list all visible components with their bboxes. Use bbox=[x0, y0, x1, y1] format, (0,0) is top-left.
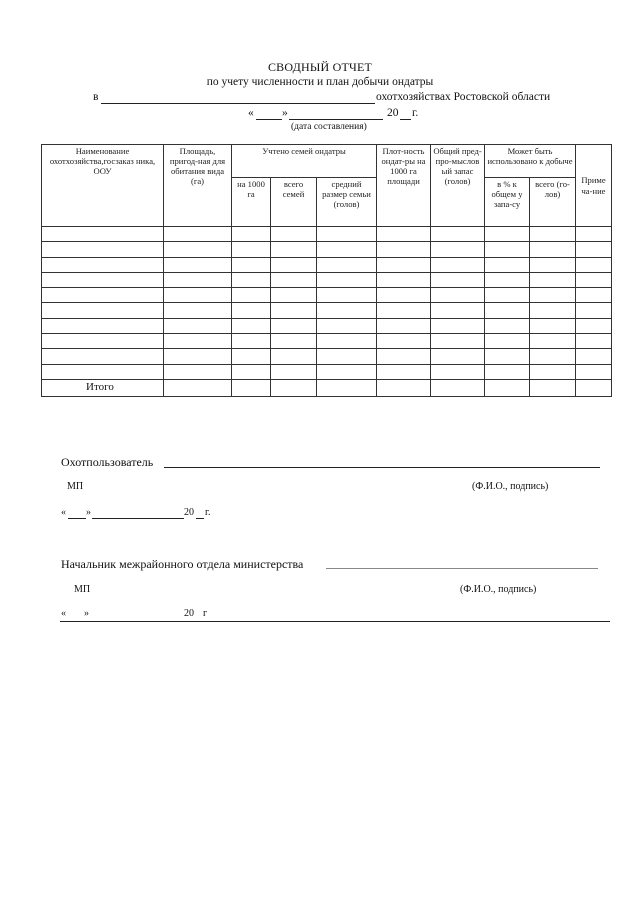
table-body bbox=[42, 227, 612, 380]
table-cell[interactable] bbox=[431, 303, 485, 318]
table-cell[interactable] bbox=[164, 318, 232, 333]
table-cell[interactable] bbox=[485, 288, 530, 303]
table-cell[interactable] bbox=[164, 379, 232, 396]
col-density-header: Плот-ность ондат-ры на 1000 га площади bbox=[377, 145, 431, 227]
table-cell[interactable] bbox=[271, 288, 317, 303]
col-notes-header: Приме ча-ние bbox=[576, 145, 612, 227]
table-cell[interactable] bbox=[431, 349, 485, 364]
table-cell[interactable] bbox=[42, 318, 164, 333]
table-row bbox=[42, 227, 612, 242]
table-cell[interactable] bbox=[576, 379, 612, 396]
table-cell[interactable] bbox=[317, 334, 377, 349]
location-blank-1[interactable] bbox=[101, 103, 307, 104]
table-cell[interactable] bbox=[317, 288, 377, 303]
table-cell[interactable] bbox=[377, 257, 431, 272]
table-cell[interactable] bbox=[42, 364, 164, 379]
table-cell[interactable] bbox=[317, 379, 377, 396]
table-cell[interactable] bbox=[271, 303, 317, 318]
table-row bbox=[42, 288, 612, 303]
col-harvest-group-header: Может быть использовано к добыче bbox=[485, 145, 576, 178]
table-cell[interactable] bbox=[576, 349, 612, 364]
table-cell[interactable] bbox=[576, 318, 612, 333]
date-year-prefix: 20 bbox=[387, 107, 399, 119]
table-cell[interactable] bbox=[164, 242, 232, 257]
table-cell[interactable] bbox=[530, 379, 576, 396]
table-cell[interactable] bbox=[232, 349, 271, 364]
table-cell[interactable] bbox=[377, 349, 431, 364]
table-cell[interactable] bbox=[164, 257, 232, 272]
sign-date2-mid: » bbox=[84, 608, 89, 619]
table-cell[interactable] bbox=[377, 242, 431, 257]
table-cell[interactable] bbox=[485, 318, 530, 333]
table-cell[interactable] bbox=[530, 257, 576, 272]
report-table bbox=[41, 144, 612, 397]
col-families-group-header: Учтено семей ондатры bbox=[232, 145, 377, 178]
table-cell[interactable] bbox=[485, 379, 530, 396]
table-row bbox=[42, 272, 612, 287]
stamp-label-1: МП bbox=[67, 481, 84, 492]
table-cell[interactable] bbox=[232, 364, 271, 379]
sign-date1-open: « bbox=[61, 507, 66, 518]
table-cell[interactable] bbox=[271, 257, 317, 272]
table-cell[interactable] bbox=[530, 334, 576, 349]
table-cell[interactable] bbox=[164, 227, 232, 242]
table-cell[interactable] bbox=[271, 364, 317, 379]
table-cell[interactable] bbox=[232, 334, 271, 349]
table-cell[interactable] bbox=[42, 272, 164, 287]
table-cell[interactable] bbox=[164, 334, 232, 349]
table-cell[interactable] bbox=[377, 364, 431, 379]
col-name-header: Наименование охотхозяйства,госзаказ ника, ООУ bbox=[42, 145, 164, 227]
sign-date2-underline[interactable] bbox=[60, 621, 610, 622]
table-cell[interactable] bbox=[232, 318, 271, 333]
sign-date2-year: 20 bbox=[184, 608, 194, 619]
table-cell[interactable] bbox=[576, 364, 612, 379]
table-cell[interactable] bbox=[42, 303, 164, 318]
table-cell[interactable] bbox=[485, 334, 530, 349]
table-cell[interactable] bbox=[485, 364, 530, 379]
table-cell[interactable] bbox=[530, 272, 576, 287]
fio-caption-2: (Ф.И.О., подпись) bbox=[460, 584, 537, 595]
table-cell[interactable] bbox=[271, 227, 317, 242]
date-caption: (дата составления) bbox=[291, 122, 367, 132]
col-area-header: Площадь, пригод-ная для обитания вида (га) bbox=[164, 145, 232, 227]
col-pct-header: в % к общем у запа-су bbox=[485, 178, 530, 227]
table-cell[interactable] bbox=[317, 272, 377, 287]
table-cell[interactable] bbox=[164, 364, 232, 379]
table-cell[interactable] bbox=[530, 227, 576, 242]
total-row bbox=[42, 379, 612, 396]
report-subtitle: по учету численности и план добычи ондатры bbox=[206, 76, 434, 88]
table-cell[interactable] bbox=[485, 349, 530, 364]
sign-date2-end: г bbox=[203, 608, 208, 619]
table-cell[interactable] bbox=[317, 364, 377, 379]
table-cell[interactable] bbox=[271, 272, 317, 287]
table-cell[interactable] bbox=[232, 242, 271, 257]
table-cell[interactable] bbox=[431, 288, 485, 303]
table-cell[interactable] bbox=[232, 303, 271, 318]
table-row bbox=[42, 334, 612, 349]
date-day-blank[interactable] bbox=[256, 119, 282, 120]
table-cell[interactable] bbox=[576, 303, 612, 318]
table-cell[interactable] bbox=[232, 257, 271, 272]
table-cell[interactable] bbox=[377, 334, 431, 349]
table-cell[interactable] bbox=[431, 227, 485, 242]
table-cell[interactable] bbox=[42, 227, 164, 242]
table-row bbox=[42, 318, 612, 333]
table-row bbox=[42, 257, 612, 272]
table-cell[interactable] bbox=[317, 257, 377, 272]
table-cell[interactable] bbox=[485, 303, 530, 318]
table-cell[interactable] bbox=[377, 272, 431, 287]
table-cell[interactable] bbox=[431, 318, 485, 333]
hunter-label: Охотпользователь bbox=[61, 455, 154, 469]
table-cell[interactable] bbox=[576, 257, 612, 272]
table-cell[interactable] bbox=[42, 349, 164, 364]
date-open-quote: « bbox=[248, 107, 254, 119]
report-title: СВОДНЫЙ ОТЧЕТ bbox=[267, 60, 373, 74]
sign-date1-year-blank[interactable] bbox=[196, 518, 204, 519]
chief-label: Начальник межрайонного отдела министерства bbox=[61, 557, 304, 571]
table-cell[interactable] bbox=[232, 379, 271, 396]
sign-date1-day-blank[interactable] bbox=[68, 518, 86, 519]
table-cell[interactable] bbox=[164, 303, 232, 318]
table-cell[interactable] bbox=[431, 379, 485, 396]
table-cell[interactable] bbox=[42, 257, 164, 272]
table-cell[interactable] bbox=[431, 334, 485, 349]
table-cell[interactable] bbox=[164, 349, 232, 364]
table-row bbox=[42, 242, 612, 257]
chief-signature-line[interactable] bbox=[326, 568, 598, 569]
sign-date2-open: « bbox=[61, 608, 66, 619]
table-cell[interactable] bbox=[232, 288, 271, 303]
col-avg-family-header: средний размер семьи (голов) bbox=[317, 178, 377, 227]
col-per1000-header: на 1000 га bbox=[232, 178, 271, 227]
table-cell[interactable] bbox=[485, 272, 530, 287]
table-cell[interactable] bbox=[42, 334, 164, 349]
table-cell[interactable] bbox=[377, 303, 431, 318]
table-cell[interactable] bbox=[530, 288, 576, 303]
sign-date1-month-blank[interactable] bbox=[92, 518, 184, 519]
date-close-quote: » bbox=[282, 107, 288, 119]
table-cell[interactable] bbox=[485, 257, 530, 272]
table-cell[interactable] bbox=[317, 349, 377, 364]
date-year-suffix: г. bbox=[412, 107, 419, 119]
table-cell[interactable] bbox=[576, 272, 612, 287]
location-prefix: в bbox=[93, 91, 99, 103]
table-cell[interactable] bbox=[42, 288, 164, 303]
sign-date1-mid: » bbox=[86, 507, 91, 518]
table-cell[interactable] bbox=[576, 288, 612, 303]
table-row bbox=[42, 349, 612, 364]
table-cell[interactable] bbox=[485, 242, 530, 257]
table-row bbox=[42, 303, 612, 318]
table-cell[interactable] bbox=[431, 257, 485, 272]
table-cell[interactable] bbox=[317, 242, 377, 257]
fio-caption-1: (Ф.И.О., подпись) bbox=[472, 481, 549, 492]
table-cell[interactable] bbox=[377, 318, 431, 333]
sign-date1-year: 20 bbox=[184, 507, 194, 518]
location-suffix: охотхозяйствах Ростовской области bbox=[376, 91, 551, 103]
date-month-blank[interactable] bbox=[289, 119, 383, 120]
table-cell[interactable] bbox=[485, 227, 530, 242]
col-total-families-header: всего семей bbox=[271, 178, 317, 227]
table-cell[interactable] bbox=[271, 349, 317, 364]
table-cell[interactable] bbox=[530, 303, 576, 318]
table-cell[interactable] bbox=[232, 227, 271, 242]
table-cell[interactable] bbox=[377, 227, 431, 242]
table-cell[interactable] bbox=[576, 227, 612, 242]
table-cell[interactable] bbox=[530, 318, 576, 333]
table-cell[interactable] bbox=[530, 364, 576, 379]
table-cell[interactable] bbox=[377, 288, 431, 303]
table-cell[interactable] bbox=[431, 364, 485, 379]
table-cell[interactable] bbox=[431, 272, 485, 287]
table-row bbox=[42, 364, 612, 379]
table-cell[interactable] bbox=[377, 379, 431, 396]
table-cell[interactable] bbox=[317, 303, 377, 318]
col-stock-header: Общий пред-про-мыслов ый запас (голов) bbox=[431, 145, 485, 227]
table-cell[interactable] bbox=[576, 334, 612, 349]
stamp-label-2: МП bbox=[74, 584, 91, 595]
table-cell[interactable] bbox=[271, 334, 317, 349]
table-cell[interactable] bbox=[164, 288, 232, 303]
total-label: Итого bbox=[42, 379, 164, 396]
table-cell[interactable] bbox=[317, 318, 377, 333]
table-cell[interactable] bbox=[530, 242, 576, 257]
sign-date1-end: г. bbox=[205, 507, 211, 518]
table-cell[interactable] bbox=[271, 242, 317, 257]
table-cell[interactable] bbox=[42, 242, 164, 257]
hunter-signature-line[interactable] bbox=[164, 467, 600, 468]
date-year-blank[interactable] bbox=[400, 119, 411, 120]
location-blank-2[interactable] bbox=[307, 103, 375, 104]
table-cell[interactable] bbox=[271, 379, 317, 396]
table-cell[interactable] bbox=[317, 227, 377, 242]
table-cell[interactable] bbox=[576, 242, 612, 257]
col-heads-header: всего (го-лов) bbox=[530, 178, 576, 227]
table-cell[interactable] bbox=[431, 242, 485, 257]
table-cell[interactable] bbox=[164, 272, 232, 287]
table-cell[interactable] bbox=[271, 318, 317, 333]
table-cell[interactable] bbox=[530, 349, 576, 364]
table-cell[interactable] bbox=[232, 272, 271, 287]
